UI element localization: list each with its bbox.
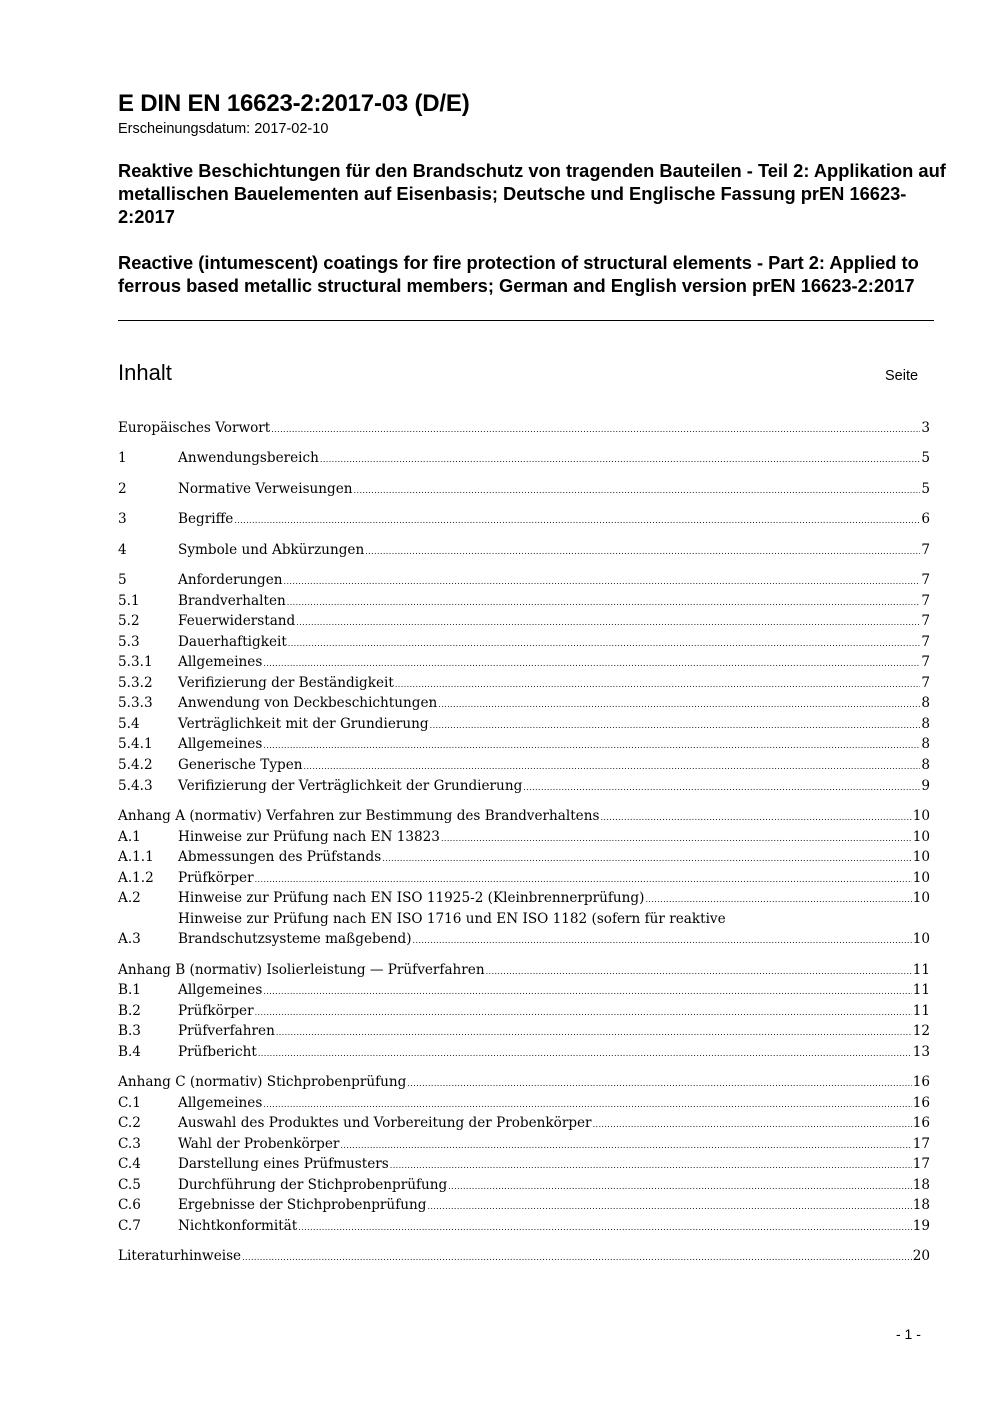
toc-entry-title: Brandverhalten xyxy=(178,593,286,609)
toc-entry-title: Auswahl des Produktes und Vorbereitung der Probenkörper xyxy=(178,1115,592,1131)
title-german: Reaktive Beschichtungen für den Brandschutz von tragenden Bauteilen - Teil 2: Applikation auf metallischen Bauelementen auf Eisenbasis; Deutsche und Englische Fassung prEN 16623-2:2017 xyxy=(118,160,946,227)
title-divider xyxy=(118,320,934,321)
toc-dot-leader xyxy=(234,511,920,527)
toc-entry-page: 16 xyxy=(912,1095,930,1111)
toc-entry-title: Feuerwiderstand xyxy=(178,613,296,629)
toc-entry-page: 10 xyxy=(912,931,930,947)
toc-entry-number: C.3 xyxy=(118,1136,141,1152)
toc-entry-title: Anhang A (normativ) Verfahren zur Bestimmung des Brandverhaltens xyxy=(118,808,600,824)
toc-entry-number: 5.3 xyxy=(118,634,140,650)
toc-dot-leader xyxy=(320,450,920,466)
toc-entry-title: Europäisches Vorwort xyxy=(118,420,271,436)
toc-entry-page: 16 xyxy=(912,1074,930,1090)
toc-entry[interactable] xyxy=(118,654,930,674)
toc-entry-number: 5.4.3 xyxy=(118,778,153,794)
toc-entry-title: Wahl der Probenkörper xyxy=(178,1136,340,1152)
toc-entry-number: B.4 xyxy=(118,1044,141,1060)
toc-dot-leader xyxy=(430,716,921,732)
toc-entry-page: 3 xyxy=(921,420,930,436)
toc-dot-leader xyxy=(382,849,911,865)
toc-entry-number: C.7 xyxy=(118,1218,141,1234)
toc-entry-number: 5.4.1 xyxy=(118,736,153,752)
toc-entry[interactable] xyxy=(118,736,930,756)
toc-entry-number: 4 xyxy=(118,542,127,558)
toc-dot-leader xyxy=(263,654,920,670)
toc-dot-leader xyxy=(263,736,920,752)
toc-dot-leader xyxy=(242,1248,912,1264)
title-english: Reactive (intumescent) coatings for fire protection of structural elements - Part 2: Applied to ferrous based metallic structural members; German and English version prEN 16623-2:2017 xyxy=(118,252,919,296)
toc-entry-page: 8 xyxy=(921,736,930,752)
toc-dot-leader xyxy=(258,1044,912,1060)
toc-entry-title: Anwendung von Deckbeschichtungen xyxy=(178,695,438,711)
toc-entry-number: B.3 xyxy=(118,1023,141,1039)
toc-entry-title: Dauerhaftigkeit xyxy=(178,634,287,650)
toc-entry[interactable] xyxy=(118,962,930,982)
toc-entry-page: 7 xyxy=(921,675,930,691)
toc-entry[interactable] xyxy=(118,1003,930,1023)
toc-entry-page: 10 xyxy=(912,808,930,824)
toc-entry[interactable] xyxy=(118,572,930,592)
toc-entry[interactable] xyxy=(118,778,930,798)
toc-entry[interactable] xyxy=(118,420,930,440)
toc-entry-number: B.1 xyxy=(118,982,141,998)
toc-entry-number: A.1.2 xyxy=(118,870,154,886)
toc-entry-page: 11 xyxy=(912,982,930,998)
toc-entry-title: Prüfverfahren xyxy=(178,1023,275,1039)
toc-entry-number: 5 xyxy=(118,572,127,588)
toc-entry-title: Generische Typen xyxy=(178,757,303,773)
toc-entry-title: Allgemeines xyxy=(178,1095,263,1111)
toc-dot-leader xyxy=(427,1197,911,1213)
toc-entry[interactable] xyxy=(118,542,930,562)
toc-entry[interactable] xyxy=(118,757,930,777)
toc-entry-title: Nichtkonformität xyxy=(178,1218,298,1234)
toc-entry-number: C.4 xyxy=(118,1156,141,1172)
toc-dot-leader xyxy=(486,962,912,978)
toc-entry-title: Verifizierung der Beständigkeit xyxy=(178,675,394,691)
toc-entry-title: Allgemeines xyxy=(178,982,263,998)
toc-entry[interactable] xyxy=(118,1115,930,1135)
toc-entry-number: 5.4 xyxy=(118,716,140,732)
toc-entry[interactable] xyxy=(118,1156,930,1176)
toc-entry-number: 1 xyxy=(118,450,127,466)
toc-dot-leader xyxy=(365,542,920,558)
toc-entry-page: 18 xyxy=(912,1197,930,1213)
toc-entry-number: C.6 xyxy=(118,1197,141,1213)
toc-entry-title: Verifizierung der Verträglichkeit der Grundierung xyxy=(178,778,523,794)
toc-entry[interactable] xyxy=(118,849,930,869)
toc-dot-leader xyxy=(438,695,920,711)
toc-entry-number: B.2 xyxy=(118,1003,141,1019)
toc-entry-title: Prüfkörper xyxy=(178,870,254,886)
toc-dot-leader xyxy=(448,1177,911,1193)
toc-dot-leader xyxy=(645,890,911,906)
toc-entry-page: 18 xyxy=(912,1177,930,1193)
toc-entry-page: 7 xyxy=(921,572,930,588)
toc-entry-page: 9 xyxy=(921,778,930,794)
toc-entry-title: Verträglichkeit mit der Grundierung xyxy=(178,716,429,732)
toc-dot-leader xyxy=(413,931,912,947)
toc-entry-title: Prüfkörper xyxy=(178,1003,254,1019)
toc-entry[interactable] xyxy=(118,1248,930,1268)
toc-entry-page: 8 xyxy=(921,716,930,732)
toc-entry-page: 7 xyxy=(921,542,930,558)
toc-entry-title: Hinweise zur Prüfung nach EN ISO 11925-2 (Kleinbrennerprüfung) xyxy=(178,890,645,906)
toc-entry[interactable] xyxy=(118,1023,930,1043)
toc-entry-page: 10 xyxy=(912,870,930,886)
toc-entry-title: Allgemeines xyxy=(178,654,263,670)
toc-entry-page: 11 xyxy=(912,962,930,978)
toc-entry-title: Anhang C (normativ) Stichprobenprüfung xyxy=(118,1074,407,1090)
toc-dot-leader xyxy=(263,982,911,998)
toc-entry[interactable] xyxy=(118,870,930,890)
toc-entry[interactable] xyxy=(118,808,930,828)
toc-entry-page: 7 xyxy=(921,593,930,609)
toc-entry-page: 11 xyxy=(912,1003,930,1019)
toc-entry[interactable] xyxy=(118,634,930,654)
toc-dot-leader xyxy=(593,1115,912,1131)
toc-entry[interactable] xyxy=(118,1074,930,1094)
toc-dot-leader xyxy=(263,1095,911,1111)
toc-dot-leader xyxy=(340,1136,911,1152)
toc-entry-number: 2 xyxy=(118,481,127,497)
toc-dot-leader xyxy=(395,675,920,691)
page-number: - 1 - xyxy=(896,1326,921,1342)
toc-dot-leader xyxy=(255,870,912,886)
toc-dot-leader xyxy=(271,420,920,436)
toc-dot-leader xyxy=(523,778,920,794)
toc-dot-leader xyxy=(304,757,921,773)
toc-entry-number: C.1 xyxy=(118,1095,141,1111)
toc-entry-title: Anforderungen xyxy=(178,572,283,588)
toc-entry[interactable] xyxy=(118,1218,930,1238)
toc-entry-title: Ergebnisse der Stichprobenprüfung xyxy=(178,1197,427,1213)
toc-entry-title-continued: Brandschutzsysteme maßgebend) xyxy=(178,931,412,947)
toc-entry-page: 10 xyxy=(912,829,930,845)
toc-entry-page: 13 xyxy=(912,1044,930,1060)
toc-entry-number: A.1 xyxy=(118,829,141,845)
toc-entry[interactable] xyxy=(118,1044,930,1064)
toc-entry[interactable] xyxy=(118,511,930,531)
toc-entry-title: Abmessungen des Prüfstands xyxy=(178,849,382,865)
toc-entry[interactable] xyxy=(118,911,930,951)
toc-dot-leader xyxy=(600,808,911,824)
toc-dot-leader xyxy=(287,593,921,609)
toc-entry-number: 5.4.2 xyxy=(118,757,153,773)
toc-entry-page: 8 xyxy=(921,757,930,773)
toc-entry-title: Hinweise zur Prüfung nach EN 13823 xyxy=(178,829,440,845)
toc-entry-page: 16 xyxy=(912,1115,930,1131)
publication-date: Erscheinungsdatum: 2017-02-10 xyxy=(118,121,329,137)
toc-dot-leader xyxy=(255,1003,912,1019)
toc-entry-title: Anhang B (normativ) Isolierleistung — Prüfverfahren xyxy=(118,962,485,978)
toc-entry-page: 10 xyxy=(912,890,930,906)
toc-entry-title: Prüfbericht xyxy=(178,1044,257,1060)
toc-dot-leader xyxy=(354,481,921,497)
toc-entry-number: C.2 xyxy=(118,1115,141,1131)
toc-dot-leader xyxy=(288,634,921,650)
toc-entry[interactable] xyxy=(118,982,930,1002)
toc-entry-page: 10 xyxy=(912,849,930,865)
toc-entry[interactable] xyxy=(118,829,930,849)
toc-dot-leader xyxy=(390,1156,912,1172)
toc-entry-number: C.5 xyxy=(118,1177,141,1193)
toc-entry-page: 7 xyxy=(921,613,930,629)
toc-entry[interactable] xyxy=(118,890,930,910)
toc-entry-page: 20 xyxy=(912,1248,930,1264)
toc-entry-title: Symbole und Abkürzungen xyxy=(178,542,365,558)
toc-entry[interactable] xyxy=(118,1197,930,1217)
toc-entry-title: Hinweise zur Prüfung nach EN ISO 1716 und EN ISO 1182 (sofern für reaktive xyxy=(178,911,726,927)
toc-dot-leader xyxy=(407,1074,911,1090)
toc-heading: Inhalt xyxy=(118,360,172,385)
toc-entry-title: Durchführung der Stichprobenprüfung xyxy=(178,1177,448,1193)
toc-entry-page: 17 xyxy=(912,1136,930,1152)
toc-entry-title: Allgemeines xyxy=(178,736,263,752)
toc-entry[interactable] xyxy=(118,695,930,715)
toc-entry-page: 6 xyxy=(921,511,930,527)
toc-entry-number: A.2 xyxy=(118,890,141,906)
toc-entry-number: 5.3.1 xyxy=(118,654,153,670)
toc-entry[interactable] xyxy=(118,450,930,470)
toc-dot-leader xyxy=(276,1023,912,1039)
toc-entry-number: 5.1 xyxy=(118,593,140,609)
toc-entry-page: 17 xyxy=(912,1156,930,1172)
toc-entry-page: 5 xyxy=(921,450,930,466)
toc-entry[interactable] xyxy=(118,593,930,613)
toc-dot-leader xyxy=(441,829,912,845)
toc-entry-title: Begriffe xyxy=(178,511,234,527)
toc-entry-number: 5.2 xyxy=(118,613,140,629)
toc-entry-number: 3 xyxy=(118,511,127,527)
toc-entry[interactable] xyxy=(118,481,930,501)
toc-entry-title: Normative Verweisungen xyxy=(178,481,353,497)
toc-dot-leader xyxy=(296,613,920,629)
toc-entry-page: 7 xyxy=(921,654,930,670)
toc-entry-number: 5.3.2 xyxy=(118,675,153,691)
toc-entry-title: Anwendungsbereich xyxy=(178,450,319,466)
toc-page-label: Seite xyxy=(885,368,919,384)
toc-entry-title: Darstellung eines Prüfmusters xyxy=(178,1156,389,1172)
toc-dot-leader xyxy=(298,1218,911,1234)
toc-entry-number: 5.3.3 xyxy=(118,695,153,711)
toc-entry[interactable] xyxy=(118,675,930,695)
toc-entry-number: A.1.1 xyxy=(118,849,154,865)
toc-entry-page: 5 xyxy=(921,481,930,497)
toc-entry[interactable] xyxy=(118,716,930,736)
toc-entry[interactable] xyxy=(118,613,930,633)
document-id: E DIN EN 16623-2:2017-03 (D/E) xyxy=(118,90,470,117)
toc-entry-page: 8 xyxy=(921,695,930,711)
toc-entry-number: A.3 xyxy=(118,931,141,947)
toc-entry-page: 7 xyxy=(921,634,930,650)
toc-entry-page: 12 xyxy=(912,1023,930,1039)
toc-entry-title: Literaturhinweise xyxy=(118,1248,242,1264)
toc-dot-leader xyxy=(284,572,921,588)
toc-entry-page: 19 xyxy=(912,1218,930,1234)
toc-entry[interactable] xyxy=(118,1177,930,1197)
toc-entry[interactable] xyxy=(118,1136,930,1156)
toc-entry[interactable] xyxy=(118,1095,930,1115)
